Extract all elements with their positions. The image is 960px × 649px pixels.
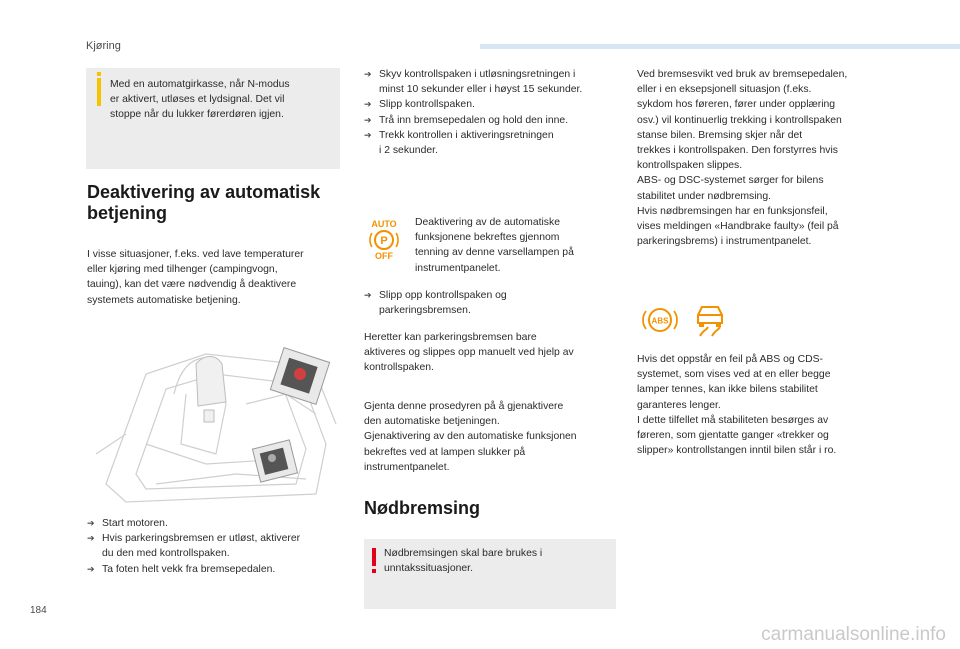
release-steps (364, 67, 624, 158)
brake-failure-paragraph: Ved bremsesvikt ved bruk av bremsepedalen, eller i en eksepsjonell situasjon (f.eks. sykdom hos føreren, fører under opplæring osv.) vil kontinuerlig trekking i kontrollspaken stanse bilen. Bremsing skjer når det trekkes i kontrollspaken. Den forstyrres hvis kontrollspaken slippes. ABS- og DSC-systemet sørger for bilens stabilitet under nødbremsing. Hvis nødbremsingen har en funksjonsfeil, vises meldingen «Handbrake faulty» (feil på parkeringsbrems) i instrumentpanelet. (637, 69, 848, 248)
list-item: ➔ Slipp kontrollspaken. (364, 97, 624, 112)
list-item: ➔ Hvis parkeringsbremsen er utløst, aktiverer du den med kontrollspaken. (87, 531, 347, 561)
heading-deactivation: Deaktivering av automatisk betjening (87, 182, 321, 223)
page-number: 184 (30, 605, 47, 616)
warning-box (364, 539, 616, 609)
svg-text:AUTO: AUTO (371, 219, 397, 229)
svg-text:ABS: ABS (651, 316, 669, 326)
release-lever-step (364, 288, 624, 318)
warning-text: Nødbremsingen skal bare brukes i unntakssituasjoner. (384, 548, 543, 575)
info-box (86, 68, 340, 169)
heading-emergency-braking: Nødbremsing (364, 498, 481, 518)
svg-text:OFF: OFF (375, 251, 393, 260)
header-bar (480, 44, 960, 49)
list-item: ➔ Trekk kontrollen i aktiveringsretningen i 2 sekunder. (364, 128, 624, 158)
abs-failure-paragraph: Hvis det oppstår en feil på ABS og CDS- systemet, som vises ved at en eller begge lamper tennes, kan ikke bilens stabilitet garanteres lenger. I dette tilfellet må stabiliteten besørges av føreren, som gjentatte ganger «trekker og slipper» kontrollstangen inntil bilen står i ro. (637, 354, 837, 457)
list-item: ➔ Slipp opp kontrollspaken og parkeringsbremsen. (364, 288, 624, 318)
list-item: ➔ Trå inn bremsepedalen og hold den inne. (364, 113, 624, 128)
info-text: Med en automatgirkasse, når N-modus er aktivert, utløses et lydsignal. Det vil stoppe når du lukker førerdøren igjen. (110, 79, 290, 121)
info-icon (97, 78, 101, 106)
auto-p-off-icon (366, 218, 402, 260)
gear-lever-illustration (86, 334, 342, 504)
watermark: carmanualsonline.info (761, 624, 946, 645)
start-steps (87, 516, 347, 577)
auto-off-text: Deaktivering av de automatiske funksjonene bekreftes gjennom tenning av denne varsellampen på instrumentpanelet. (415, 217, 574, 274)
warning-icon (372, 548, 376, 566)
list-item: ➔ Skyv kontrollspaken i utløsningsretningen i minst 10 sekunder eller i høyst 15 sekunder. (364, 67, 624, 97)
svg-text:P: P (380, 235, 388, 247)
stability-control-icon (690, 301, 730, 339)
deactivation-paragraph: I visse situasjoner, f.eks. ved lave temperaturer eller kjøring med tilhenger (campingvogn, tauing), kan det være nødvendig å deaktivere systemets automatiske betjening. (87, 249, 304, 306)
manual-paragraph: Heretter kan parkeringsbremsen bare aktiveres og slippes opp manuelt ved hjelp av kontrollspaken. (364, 332, 574, 374)
list-item: ➔ Start motoren. (87, 516, 347, 531)
section-header: Kjøring (86, 40, 121, 52)
list-item: ➔ Ta foten helt vekk fra bremsepedalen. (87, 562, 347, 577)
abs-warning-icon (640, 303, 680, 337)
reactivation-paragraph: Gjenta denne prosedyren på å gjenaktivere den automatiske betjeningen. Gjenaktivering av den automatiske funksjonen bekreftes ved at lampen slukker på instrumentpanelet. (364, 401, 577, 473)
